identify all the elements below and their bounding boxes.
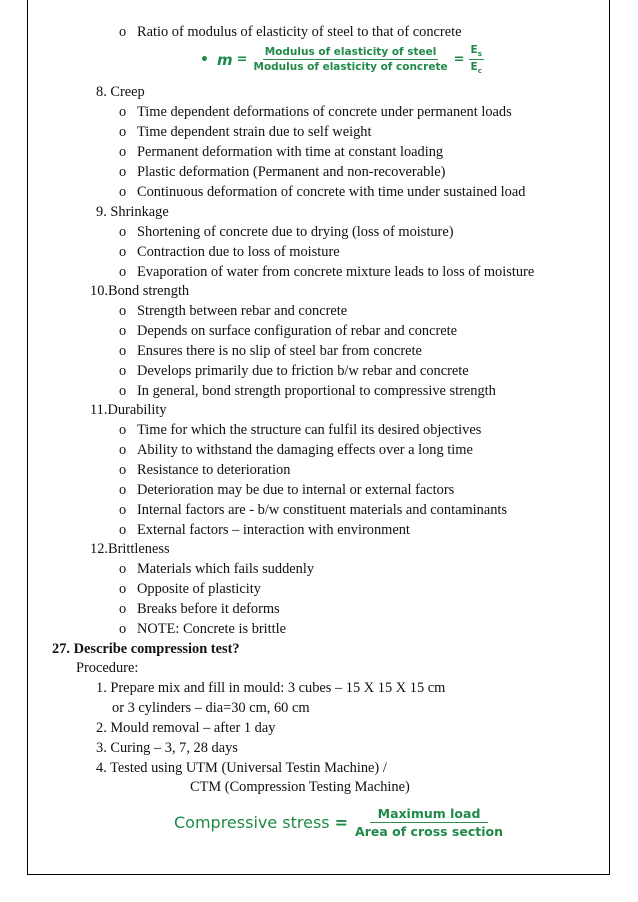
question-heading: 27. Describe compression test? (52, 641, 240, 657)
procedure-step-continuation: or 3 cylinders – dia=30 cm, 60 cm (112, 700, 310, 716)
formula-symbol-m: m (216, 50, 233, 69)
procedure-label: Procedure: (76, 660, 139, 676)
formula-equals: = (236, 52, 248, 68)
list-item: o Shortening of concrete due to drying (loss of moisture) (137, 222, 454, 242)
property-heading-bond-strength: 10.Bond strength (90, 283, 190, 299)
formula-denominator: Modulus of elasticity of concrete (253, 61, 448, 74)
formula-bullet: • (200, 51, 209, 68)
list-item: o Strength between rebar and concrete (137, 301, 347, 321)
list-item: o Evaporation of water from concrete mixture leads to loss of moisture (137, 262, 534, 282)
procedure-step: 2. Mould removal – after 1 day (96, 720, 276, 736)
property-heading-creep: 8. Creep (96, 84, 145, 100)
list-item: o Depends on surface configuration of rebar and concrete (137, 321, 457, 341)
formula-equals-2: = (453, 52, 465, 68)
list-item: o In general, bond strength proportional to compressive strength (137, 381, 496, 401)
procedure-step: 3. Curing – 3, 7, 28 days (96, 740, 238, 756)
list-item: o Plastic deformation (Permanent and non-recoverable) (137, 162, 445, 182)
list-item: o Materials which fails suddenly (137, 559, 314, 579)
compressive-numerator: Maximum load (370, 806, 489, 823)
compressive-lhs: Compressive stress (174, 813, 330, 832)
ratio-es-sub: s (477, 50, 482, 59)
formula-ratio (469, 44, 484, 75)
formula-fraction (252, 46, 450, 73)
compressive-equals: = (334, 813, 349, 832)
bullet-modular-ratio: o Ratio of modulus of elasticity of steel to that of concrete (137, 22, 462, 42)
list-item: o Resistance to deterioration (137, 460, 290, 480)
list-item: o Ensures there is no slip of steel bar from concrete (137, 341, 422, 361)
compressive-stress-formula (174, 806, 505, 839)
ratio-denominator (469, 60, 484, 75)
property-heading-brittleness: 12.Brittleness (90, 541, 170, 557)
list-item: o Ability to withstand the damaging effects over a long time (137, 440, 473, 460)
procedure-step: 4. Tested using UTM (Universal Testin Machine) / (96, 760, 387, 776)
ratio-numerator (469, 44, 484, 60)
list-item: o Opposite of plasticity (137, 579, 261, 599)
formula-numerator: Modulus of elasticity of steel (264, 46, 437, 59)
ratio-ec-sub: c (477, 67, 482, 76)
procedure-step: 1. Prepare mix and fill in mould: 3 cubes – 15 X 15 X 15 cm (96, 680, 446, 696)
list-item: o Breaks before it deforms (137, 599, 280, 619)
list-item: o Permanent deformation with time at constant loading (137, 142, 443, 162)
ratio-es: E (470, 44, 478, 56)
list-item: o Time for which the structure can fulfil its desired objectives (137, 420, 481, 440)
list-item: o Deterioration may be due to internal or external factors (137, 480, 454, 500)
list-item: o Continuous deformation of concrete with time under sustained load (137, 182, 525, 202)
compressive-denominator: Area of cross section (355, 824, 503, 839)
modular-ratio-formula (200, 44, 484, 75)
property-heading-durability: 11.Durability (90, 402, 167, 418)
list-item: o Internal factors are - b/w constituent materials and contaminants (137, 500, 507, 520)
list-item: o External factors – interaction with environment (137, 520, 410, 540)
list-item: o Develops primarily due to friction b/w rebar and concrete (137, 361, 469, 381)
compressive-fraction (353, 806, 505, 839)
ratio-ec: E (470, 61, 478, 74)
list-item: o Contraction due to loss of moisture (137, 242, 340, 262)
procedure-step-continuation: CTM (Compression Testing Machine) (190, 779, 410, 795)
list-item: o Time dependent deformations of concrete under permanent loads (137, 102, 512, 122)
list-item: o NOTE: Concrete is brittle (137, 619, 286, 639)
property-heading-shrinkage: 9. Shrinkage (96, 204, 169, 220)
list-item: o Time dependent strain due to self weight (137, 122, 371, 142)
